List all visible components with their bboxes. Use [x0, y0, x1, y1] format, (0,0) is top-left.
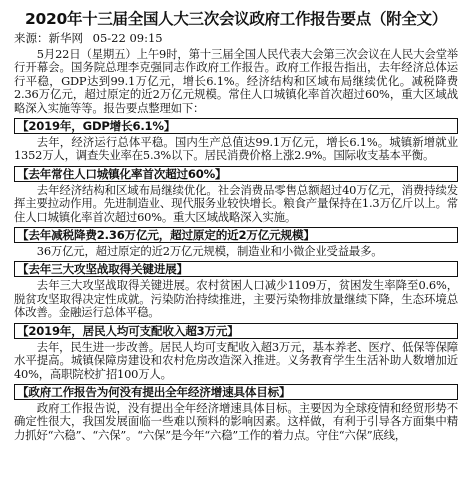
source-label: 来源：新华网 [14, 31, 83, 45]
section-text-urbanization: 去年经济结构和区域布局继续优化。社会消费品零售总额超过40万亿元，消费持续发挥主要拉动作用。先进制造业、现代服务业较快增长。粮食产量保持在1.3万亿斤以上。常住人口城镇化率首次超过60%。重大区域战略深入实施。 [14, 182, 458, 224]
section-heading-three-battles: 【去年三大攻坚战取得关键进展】 [14, 261, 458, 277]
article-title: 2020年十三届全国人大三次会议政府工作报告要点（附全文） [25, 10, 447, 28]
section-text-growth-target: 政府工作报告说，没有提出全年经济增速具体目标。主要因为全球疫情和经贸形势不确定性很大，我国发展面临一些难以预料的影响因素。这样做，有利于引导各方面集中精力抓好“六稳”、“六保”。“六保”是今年“六稳”工作的着力点。守住“六保”底线， [14, 400, 458, 442]
section-text-gdp: 去年，经济运行总体平稳。国内生产总值达99.1万亿元，增长6.1%。城镇新增就业1352万人，调查失业率在5.3%以下。居民消费价格上涨2.9%。国际收支基本平衡。 [14, 135, 458, 163]
section-heading-urbanization: 【去年常住人口城镇化率首次超过60%】 [14, 166, 458, 182]
article-source [14, 31, 458, 46]
section-text-three-battles: 去年三大攻坚战取得关键进展。农村贫困人口减少1109万，贫困发生率降至0.6%，脱贫攻坚取得决定性成就。污染防治持续推进，主要污染物排放量继续下降，生态环境总体改善。金融运行总体平稳。 [14, 278, 458, 320]
section-heading-growth-target: 【政府工作报告为何没有提出全年经济增速具体目标】 [14, 384, 458, 400]
publish-time: 05-22 09:15 [92, 31, 163, 45]
section-text-income: 去年，民生进一步改善。居民人均可支配收入超3万元，基本养老、医疗、低保等保障水平提高。城镇保障房建设和农村危房改造深入推进。义务教育学生生活补助人数增加近40%，高职院校扩招100万人。 [14, 339, 458, 381]
section-heading-gdp: 【2019年，GDP增长6.1%】 [14, 118, 458, 134]
section-heading-tax-cuts: 【去年减税降费2.36万亿元，超过原定的近2万亿元规模】 [14, 227, 458, 243]
section-heading-income: 【2019年，居民人均可支配收入超3万元】 [14, 323, 458, 339]
section-text-tax-cuts: 36万亿元，超过原定的近2万亿元规模，制造业和小微企业受益最多。 [36, 244, 383, 259]
intro-paragraph: 5月22日（星期五）上午9时，第十三届全国人民代表大会第三次会议在人民大会堂举行开幕会。国务院总理李克强同志作政府工作报告。政府工作报告指出，去年经济总体运行平稳，GDP达到99.1万亿元，增长6.1%。经济结构和区域布局继续优化。减税降费2.36万亿元，超过原定的近2万亿元规模。常住人口城镇化率首次超过60%，重大区域战略深入实施等等。报告要点整理如下： [14, 47, 458, 115]
